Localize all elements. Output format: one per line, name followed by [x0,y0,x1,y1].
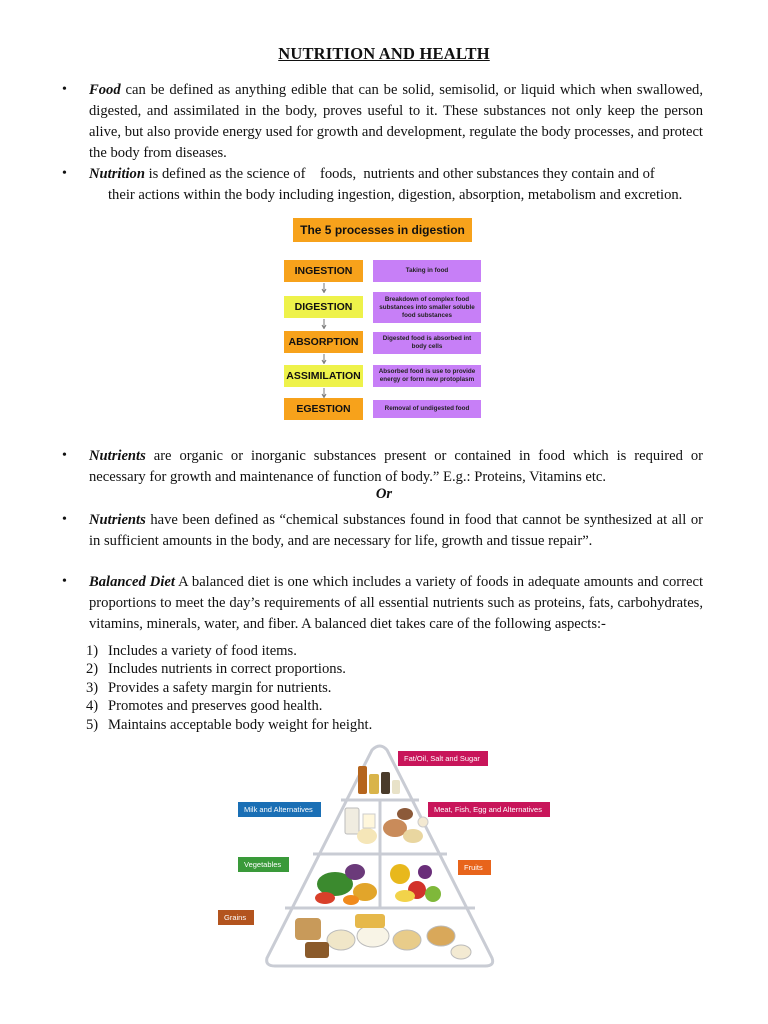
stage-absorption: ABSORPTION [284,331,363,353]
down-arrow-icon [321,319,327,329]
list-item: 2) Includes nutrients in correct proportions. [86,661,346,678]
desc-digestion: Breakdown of complex food substances into smaller soluble food substances [373,292,481,323]
list-item: 4) Promotes and preserves good health. [86,698,323,715]
food-paragraph [89,80,703,164]
nutrients-paragraph-1 [89,446,703,488]
bullet-nutrients-2: • [62,512,67,527]
food-term: Food [89,82,121,98]
nutrients-paragraph-2 [89,510,703,552]
bullet-nutrients-1: • [62,448,67,463]
pyramid-label-fruits: Fruits [458,860,491,875]
stage-egestion: EGESTION [284,398,363,420]
pyramid-label-meat: Meat, Fish, Egg and Alternatives [428,802,550,817]
bullet-nutrition: • [62,166,67,181]
stage-digestion: DIGESTION [284,296,363,318]
food-line-3: alive, but also provide energy used for growth and development, regulate the body processes, and [89,124,659,140]
down-arrow-icon [321,388,327,398]
balanced-diet-paragraph [89,572,703,635]
desc-egestion: Removal of undigested food [373,400,481,418]
pyramid-label-vegetables: Vegetables [238,857,289,872]
page-title: NUTRITION AND HEALTH [278,44,490,63]
nutrition-line-1: is defined as the science of foods, nutrients and other substances they contain and of [144,166,655,182]
nutrients-term-2: Nutrients [89,512,146,528]
food-line-2: digested, and assimilated in the body, proves useful to it. These substances not only keep the person [89,103,703,119]
nutrients1-line-1: are organic or inorganic substances present or contained in food which is required or [145,448,703,464]
food-pyramid-illustration [255,744,505,970]
balanced-diet-term: Balanced Diet [89,574,175,590]
balanced-line-3: carbohydrates, vitamins, minerals, water, and fiber. A balanced diet takes care of the following aspects:- [89,595,703,632]
nutrition-paragraph [89,164,703,206]
list-item: 5) Maintains acceptable body weight for height. [86,716,373,733]
nutrition-line-2: their actions within the body including ingestion, digestion, absorption, metabolism and excretion. [108,187,683,203]
nutrients1-line-2: necessary for growth and maintenance of function of body.” E.g.: Proteins, Vitamins etc. [89,469,607,485]
list-item: 3) Provides a safety margin for nutrients. [86,679,332,696]
stage-ingestion: INGESTION [284,260,363,282]
down-arrow-icon [321,354,327,364]
food-line-1: can be defined as anything edible that can be solid, semisolid, or liquid which when swallowed, [120,82,703,98]
stage-assimilation: ASSIMILATION [284,365,363,387]
nutrients2-line-2: in sufficient amounts in the body, and are necessary for life, growth and tissue repair”. [89,533,593,549]
desc-ingestion: Taking in food [373,260,481,282]
list-item: 1) Includes a variety of food items. [86,643,297,659]
food-line-4: protect the body from diseases. [89,124,703,161]
pyramid-label-grains: Grains [218,910,254,925]
nutrition-term: Nutrition [89,166,145,182]
digestion-chart-title: The 5 processes in digestion [293,218,472,242]
desc-absorption: Digested food is absorbed int body cells [373,332,481,354]
or-separator: Or [375,486,393,502]
balanced-line-1: A balanced diet is one which includes a variety of foods in adequate amounts and correct [174,574,704,590]
pyramid-label-milk: Milk and Alternatives [238,802,321,817]
down-arrow-icon [321,283,327,293]
bullet-food: • [62,82,67,97]
desc-assimilation: Absorbed food is use to provide energy or form new protoplasm [373,365,481,387]
nutrients2-line-1: have been defined as “chemical substances found in food that cannot be synthesized at all or [145,512,703,528]
nutrients-term-1: Nutrients [89,448,146,464]
balanced-diet-aspects-list [86,642,372,734]
balanced-line-2: proportions to meet the day’s requirements of all essential nutrients such as proteins, fats, [89,595,614,611]
pyramid-label-fat: Fat/Oil, Salt and Sugar [398,751,488,766]
bullet-balanced-diet: • [62,574,67,589]
